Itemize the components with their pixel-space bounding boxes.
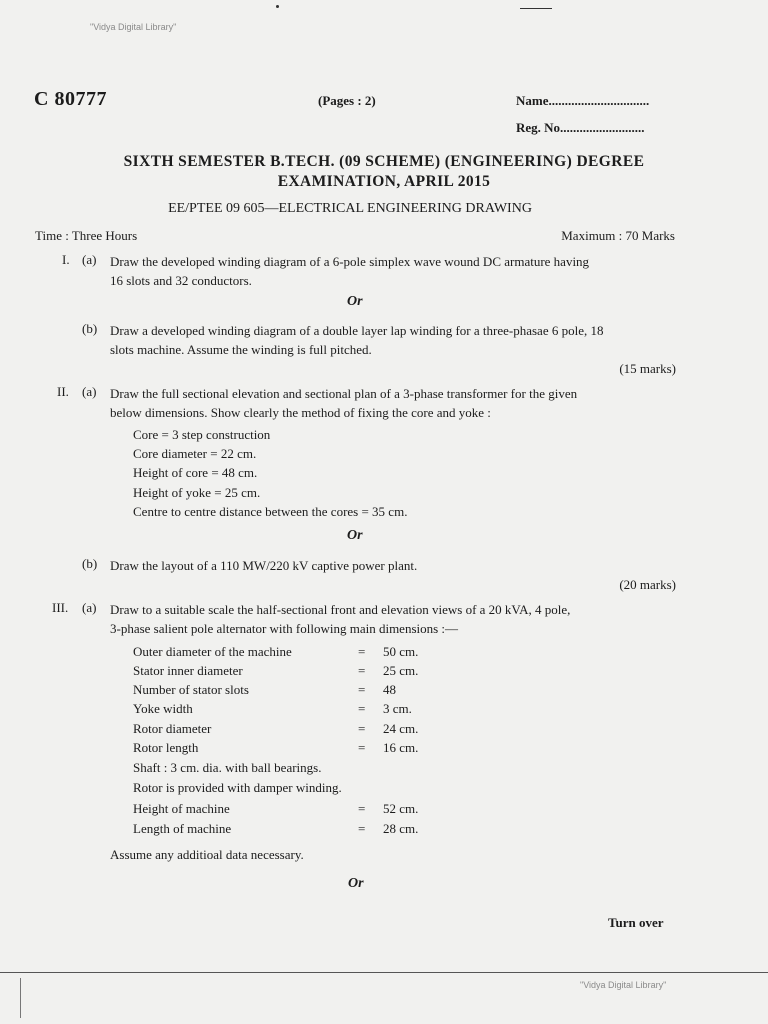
scan-line-top bbox=[520, 8, 552, 9]
dimension-value: 3 cm. bbox=[383, 701, 412, 716]
q3-or: Or bbox=[348, 876, 364, 891]
dimension-value: 50 cm. bbox=[383, 644, 419, 659]
dimension-label: Height of machine bbox=[133, 801, 230, 816]
watermark-bottom: "Vidya Digital Library" bbox=[580, 980, 667, 990]
dimension-equals: = bbox=[358, 721, 366, 736]
q2-spec-item: Centre to centre distance between the cores = 35 cm. bbox=[133, 504, 408, 519]
q3a-text-line2: 3-phase salient pole alternator with following main dimensions :— bbox=[110, 621, 459, 636]
q2-marks: (20 marks) bbox=[619, 577, 676, 592]
exam-code: C 80777 bbox=[34, 88, 107, 110]
dimension-label: Rotor diameter bbox=[133, 721, 212, 736]
q2-spec-item: Height of core = 48 cm. bbox=[133, 465, 258, 480]
page-count: (Pages : 2) bbox=[318, 93, 376, 108]
dimension-label: Yoke width bbox=[133, 701, 193, 716]
q3-assume-note: Assume any additioal data necessary. bbox=[110, 847, 304, 862]
q2-number: II. bbox=[57, 384, 69, 399]
dimension-value: 48 bbox=[383, 682, 396, 697]
q1b-label: (b) bbox=[82, 321, 98, 336]
dimension-value: 25 cm. bbox=[383, 663, 419, 678]
q3-shaft-note: Shaft : 3 cm. dia. with ball bearings. bbox=[133, 760, 322, 775]
q3-rotor-note: Rotor is provided with damper winding. bbox=[133, 780, 342, 795]
reg-no-field-label: Reg. No.......................... bbox=[516, 120, 645, 135]
dimension-label: Number of stator slots bbox=[133, 682, 249, 697]
dimension-equals: = bbox=[358, 682, 366, 697]
dimension-equals: = bbox=[358, 740, 366, 755]
q2b-text-line1: Draw the layout of a 110 MW/220 kV captive power plant. bbox=[110, 558, 418, 573]
dimension-equals: = bbox=[358, 821, 366, 836]
dimension-label: Rotor length bbox=[133, 740, 199, 755]
q2-spec-item: Core = 3 step construction bbox=[133, 427, 271, 442]
q1b-text-line1: Draw a developed winding diagram of a double layer lap winding for a three-phasae 6 pole, 18 bbox=[110, 323, 604, 338]
dimension-label: Length of machine bbox=[133, 821, 232, 836]
q1a-text-line1: Draw the developed winding diagram of a 6-pole simplex wave wound DC armature having bbox=[110, 254, 590, 269]
page-bottom-rule bbox=[0, 972, 768, 973]
q2a-label: (a) bbox=[82, 384, 97, 399]
dimension-value: 24 cm. bbox=[383, 721, 419, 736]
dimension-value: 16 cm. bbox=[383, 740, 419, 755]
q2-spec-item: Core diameter = 22 cm. bbox=[133, 446, 257, 461]
turn-over-label: Turn over bbox=[608, 915, 664, 930]
scan-edge-mark bbox=[20, 978, 21, 1018]
dimension-equals: = bbox=[358, 801, 366, 816]
q2a-text-line2: below dimensions. Show clearly the method of fixing the core and yoke : bbox=[110, 405, 491, 420]
time-label: Time : Three Hours bbox=[35, 228, 138, 243]
max-marks-label: Maximum : 70 Marks bbox=[561, 228, 675, 243]
q2a-text-line1: Draw the full sectional elevation and sectional plan of a 3-phase transformer for the given bbox=[110, 386, 578, 401]
dimension-equals: = bbox=[358, 644, 366, 659]
q3-number: III. bbox=[52, 600, 69, 615]
q2b-label: (b) bbox=[82, 556, 98, 571]
dimension-equals: = bbox=[358, 701, 366, 716]
q2-or: Or bbox=[347, 528, 363, 543]
exam-title-line1: SIXTH SEMESTER B.TECH. (09 SCHEME) (ENGINEERING) DEGREE bbox=[123, 153, 645, 170]
dimension-value: 28 cm. bbox=[383, 821, 419, 836]
dimension-label: Outer diameter of the machine bbox=[133, 644, 292, 659]
q1-number: I. bbox=[62, 252, 70, 267]
name-field-label: Name............................... bbox=[516, 93, 650, 108]
subject-title: EE/PTEE 09 605—ELECTRICAL ENGINEERING DRAWING bbox=[168, 201, 532, 216]
scan-dot bbox=[276, 5, 279, 8]
dimension-value: 52 cm. bbox=[383, 801, 419, 816]
dimension-label: Stator inner diameter bbox=[133, 663, 243, 678]
q1-marks: (15 marks) bbox=[619, 361, 676, 376]
watermark-top: "Vidya Digital Library" bbox=[90, 22, 177, 32]
q2-spec-item: Height of yoke = 25 cm. bbox=[133, 485, 261, 500]
dimension-equals: = bbox=[358, 663, 366, 678]
q1a-label: (a) bbox=[82, 252, 97, 267]
q1b-text-line2: slots machine. Assume the winding is full pitched. bbox=[110, 342, 372, 357]
q3a-label: (a) bbox=[82, 600, 97, 615]
q1a-text-line2: 16 slots and 32 conductors. bbox=[110, 273, 252, 288]
q1-or: Or bbox=[347, 294, 363, 309]
exam-title-line2: EXAMINATION, APRIL 2015 bbox=[277, 173, 491, 190]
q3a-text-line1: Draw to a suitable scale the half-sectional front and elevation views of a 20 kVA, 4 pole, bbox=[110, 602, 571, 617]
